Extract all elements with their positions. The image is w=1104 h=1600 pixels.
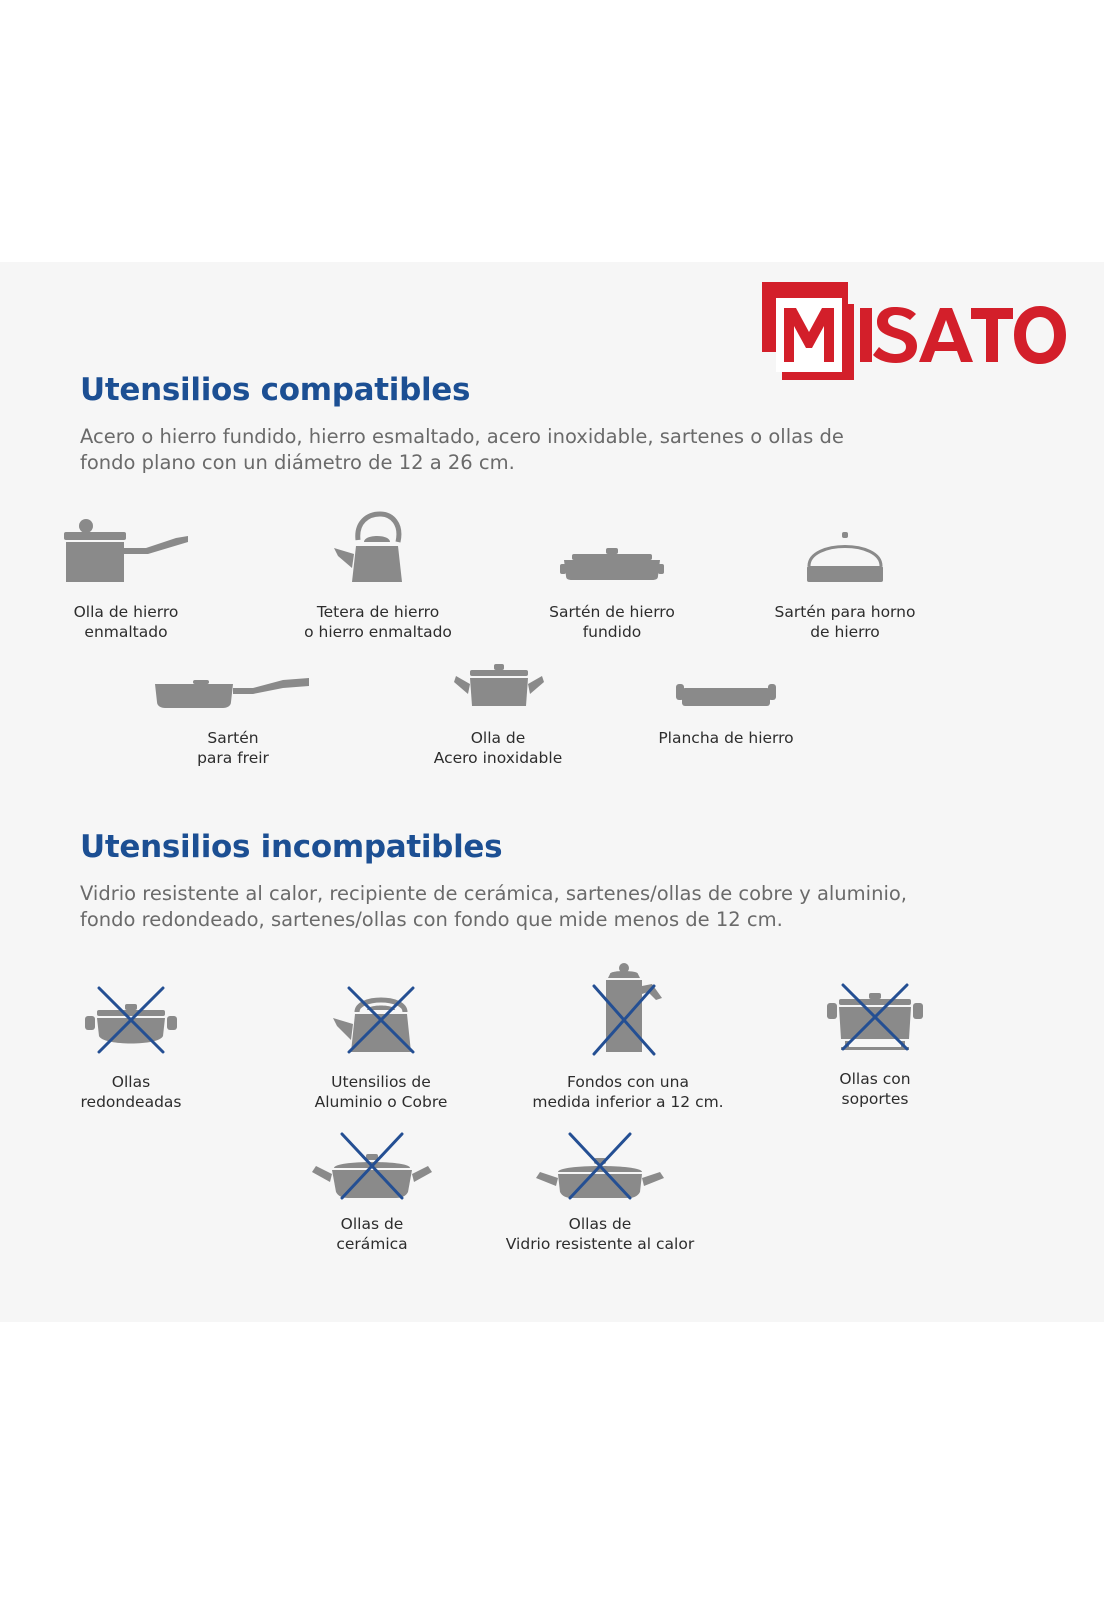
incompatible-description xyxy=(80,881,980,933)
dome-oven-pan-icon xyxy=(765,510,925,590)
item-label-line: Acero inoxidable xyxy=(433,749,563,767)
incompatible-description-line-1: Vidrio resistente al calor, recipiente de cerámica, sartenes/ollas de cobre y aluminio, xyxy=(80,882,907,905)
item-label-line: Olla de hierro xyxy=(73,603,179,621)
item-label-line: para freir xyxy=(197,749,269,767)
incompatible-description-line-2: fondo redondeado, sartenes/ollas con fondo que mide menos de 12 cm. xyxy=(80,908,783,931)
item-label-line: fundido xyxy=(582,623,642,641)
item-label-line: Tetera de hierro xyxy=(316,603,440,621)
item-label-line: redondeadas xyxy=(80,1093,182,1111)
aluminum-kettle-crossed-icon xyxy=(301,980,461,1060)
compatible-item-dome-oven-pan xyxy=(725,510,965,641)
compatible-item-stainless-pot xyxy=(378,636,618,767)
saucepan-icon xyxy=(46,510,206,590)
incompatible-item-aluminum-kettle xyxy=(261,980,501,1111)
item-label-line: de hierro xyxy=(810,623,880,641)
item-label-line: Sartén de hierro xyxy=(549,603,675,621)
logo-wordmark xyxy=(860,306,1066,364)
item-label-line: Ollas de xyxy=(340,1215,404,1233)
incompatible-item-glass-pot xyxy=(480,1126,720,1253)
item-label-line: Fondos con una xyxy=(567,1073,689,1091)
item-label-line: Ollas de xyxy=(568,1215,632,1233)
rounded-pot-crossed-icon xyxy=(51,980,211,1060)
glass-pot-crossed-icon xyxy=(520,1126,680,1202)
item-label-line: soportes xyxy=(841,1090,909,1108)
ceramic-pot-crossed-icon xyxy=(292,1126,452,1202)
item-label-line: Vidrio resistente al calor xyxy=(505,1235,695,1253)
pot-with-stand-crossed-icon xyxy=(795,977,955,1057)
incompatible-item-small-base-pot xyxy=(508,960,748,1111)
item-label-line: Aluminio o Cobre xyxy=(314,1093,448,1111)
compatible-description-line-2: fondo plano con un diámetro de 12 a 26 cm. xyxy=(80,451,515,474)
item-label-line: Utensilios de xyxy=(331,1073,431,1091)
incompatible-item-rounded-pot xyxy=(11,980,251,1111)
item-label-line: medida inferior a 12 cm. xyxy=(532,1093,724,1111)
compatible-item-cast-iron-pan xyxy=(492,510,732,641)
cast-iron-pan-icon xyxy=(532,510,692,590)
griddle-icon xyxy=(646,636,806,716)
compatible-description xyxy=(80,424,980,476)
compatible-title: Utensilios compatibles xyxy=(80,372,471,408)
kettle-icon xyxy=(298,510,458,590)
stainless-pot-icon xyxy=(418,636,578,716)
item-label-line: enmaltado xyxy=(84,623,168,641)
compatible-item-kettle xyxy=(258,510,498,641)
incompatible-title: Utensilios incompatibles xyxy=(80,829,503,865)
item-label-line: cerámica xyxy=(336,1235,408,1253)
item-label-line: Sartén xyxy=(207,729,259,747)
small-base-pot-crossed-icon xyxy=(548,960,708,1060)
item-label-line: Ollas con xyxy=(839,1070,911,1088)
compatible-item-griddle xyxy=(606,636,846,747)
misato-logo xyxy=(762,282,1067,380)
incompatible-item-pot-with-stand xyxy=(755,977,995,1108)
compatible-description-line-1: Acero o hierro fundido, hierro esmaltado, acero inoxidable, sartenes o ollas de xyxy=(80,425,844,448)
item-label-line: Olla de xyxy=(470,729,526,747)
item-label-line: Plancha de hierro xyxy=(658,729,794,747)
incompatible-item-ceramic-pot xyxy=(252,1126,492,1253)
item-label-line: o hierro enmaltado xyxy=(304,623,452,641)
item-label-line: Ollas xyxy=(111,1073,151,1091)
item-label-line: Sartén para horno xyxy=(774,603,916,621)
frying-pan-icon xyxy=(153,636,313,716)
compatible-item-saucepan xyxy=(6,510,246,641)
compatible-item-frying-pan xyxy=(113,636,353,767)
